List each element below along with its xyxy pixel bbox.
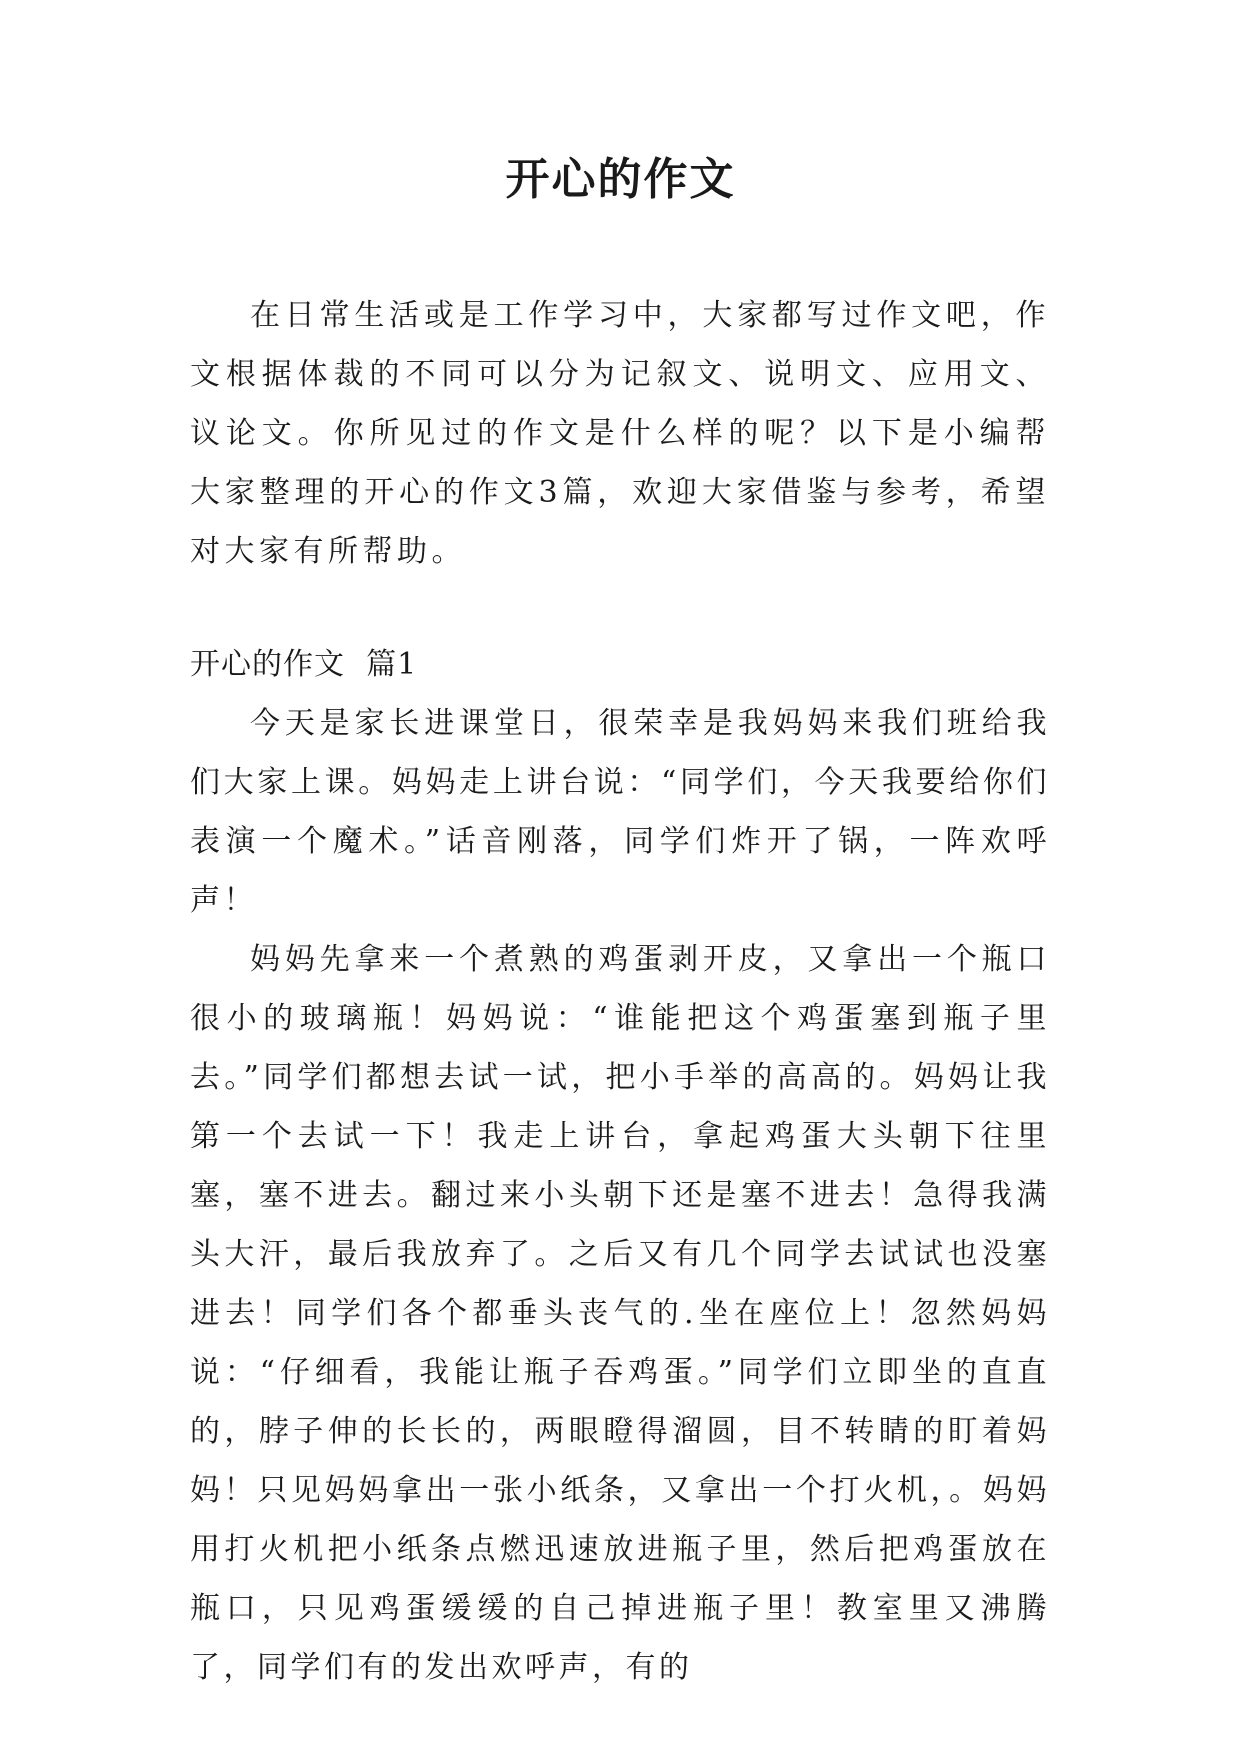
body-paragraph: 今天是家长进课堂日，很荣幸是我妈妈来我们班给我们大家上课。妈妈走上讲台说：“同学们，今天我要给你们表演一个魔术。”话音刚落，同学们炸开了锅，一阵欢呼声！ — [190, 706, 1050, 918]
body-paragraph: 妈妈先拿来一个煮熟的鸡蛋剥开皮，又拿出一个瓶口很小的玻璃瓶！妈妈说：“谁能把这个鸡蛋塞到瓶子里去。”同学们都想去试一试，把小手举的高高的。妈妈让我第一个去试一下！我走上讲台，拿起鸡蛋大头朝下往里塞，塞不进去。翻过来小头朝下还是塞不进去！急得我满头大汗，最后我放弃了。之后又有几个同学去试试也没塞进去！同学们各个都垂头丧气的.坐在座位上！忽然妈妈说：“仔细看，我能让瓶子吞鸡蛋。”同学们立即坐的直直的，脖子伸的长长的，两眼瞪得溜圆，目不转睛的盯着妈妈！只见妈妈拿出一张小纸条，又拿出一个打火机，。妈妈用打火机把小纸条点燃迅速放进瓶子里，然后把鸡蛋放在瓶口，只见鸡蛋缓缓的自己掉进瓶子里！教室里又沸腾了，同学们有的发出欢呼声，有的 — [190, 942, 1050, 1685]
intro-paragraph: 在日常生活或是工作学习中，大家都写过作文吧，作文根据体裁的不同可以分为记叙文、说明文、应用文、议论文。你所见过的作文是什么样的呢？以下是小编帮大家整理的开心的作文3篇，欢迎大家借鉴与参考，希望对大家有所帮助。 — [190, 298, 1050, 569]
page-title: 开心的作文 — [505, 154, 736, 205]
section-heading: 开心的作文 篇1 — [190, 647, 418, 682]
document-body — [190, 286, 1050, 1697]
